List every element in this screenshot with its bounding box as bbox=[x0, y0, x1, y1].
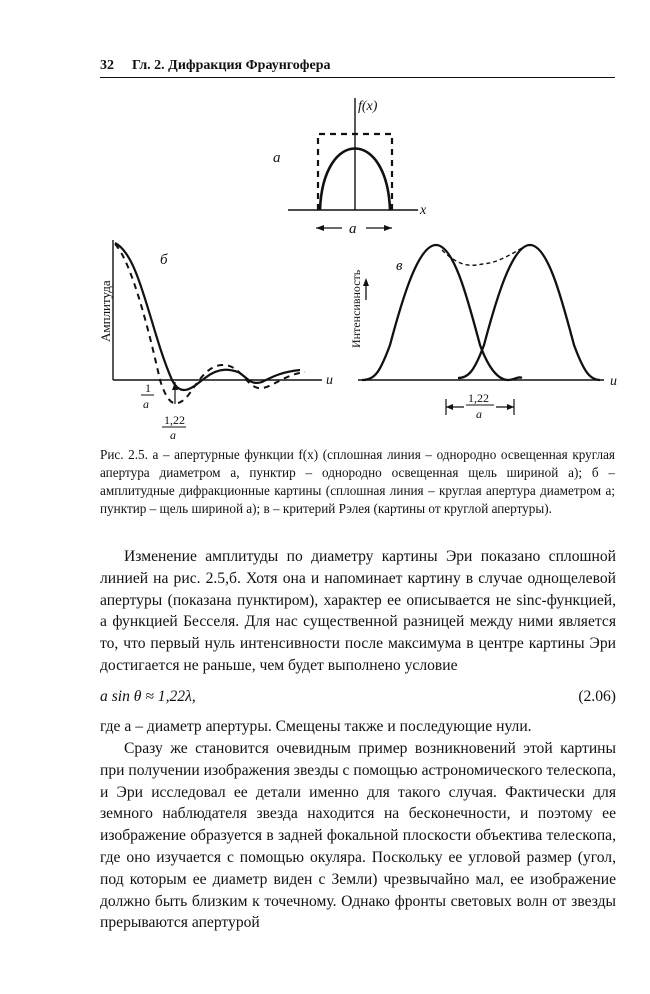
panel-a-x-label: x bbox=[420, 203, 427, 218]
panel-b bbox=[98, 240, 333, 440]
sep-numerator: 1,22 bbox=[468, 391, 489, 405]
panel-c-x-label: u bbox=[610, 374, 617, 389]
panel-c bbox=[349, 245, 617, 421]
mark-1-denominator: a bbox=[143, 397, 149, 411]
figure-2-5 bbox=[0, 0, 650, 440]
paragraph-1: Изменение амплитуды по диаметру картины Эри показано сплошной линией на рис. 2.5,б. Хотя она и напоминает картину в случае однощелевой апертуры (показана пунктиром), характер ее описывается не sinc-функцией, а функцией Бесселя. Для нас существенной разницей между ними является то, что первый нуль интенсивности после максимума в центре картины Эри достигается не раньше, чем будет выполнено условие bbox=[100, 548, 616, 674]
paragraph-3: Сразу же становится очевидным пример возникновений этой картины при получении изображения звезды с помощью астрономического телескопа, и Эри исследовал ее детали именно для такого случая. Фактически для земного наблюдателя звезда находится на бесконечности, и поэтому ее изображение образуется в задней фокальной плоскости объектива телескопа, где оно изучается с помощью окуляра. Поскольку ее угловой размер (угол, под которым ее диаметр виден с Земли) чрезвычайно мал, ее изображение должно быть близким к точечному. Однако фронты световых волн от звезды прерываются апертурой bbox=[100, 740, 616, 932]
panel-a-y-label: f(x) bbox=[358, 99, 378, 114]
page-number: 32 bbox=[100, 58, 114, 73]
mark-2-numerator: 1,22 bbox=[164, 413, 185, 427]
intensity-curve-left bbox=[362, 245, 522, 380]
panel-a-label: а bbox=[273, 150, 281, 166]
equation-formula: a sin θ ≈ 1,22λ, bbox=[100, 688, 196, 705]
chapter-title: Гл. 2. Дифракция Фраунгофера bbox=[132, 58, 331, 73]
panel-c-label: в bbox=[396, 258, 403, 274]
mark-2-denominator: a bbox=[170, 428, 176, 440]
panel-b-label: б bbox=[160, 252, 168, 268]
sep-arrowhead-right bbox=[507, 404, 514, 410]
panel-c-y-arrowhead bbox=[363, 278, 369, 286]
intensity-curve-right bbox=[458, 245, 600, 380]
equation-number: (2.06) bbox=[578, 688, 616, 705]
sep-denominator: a bbox=[476, 407, 482, 421]
panel-a-width-label: a bbox=[349, 221, 357, 237]
panel-a bbox=[273, 98, 427, 237]
airy-amplitude-solid bbox=[115, 243, 300, 390]
panel-b-y-label: Амплитуда bbox=[98, 280, 113, 342]
sep-arrowhead-left bbox=[446, 404, 453, 410]
width-arrowhead-left bbox=[316, 225, 324, 231]
panel-b-x-label: u bbox=[326, 373, 333, 388]
width-arrowhead-right bbox=[384, 225, 392, 231]
panel-c-y-label: Интенсивность bbox=[349, 269, 363, 348]
paragraph-2: где a – диаметр апертуры. Смещены также и последующие нули. bbox=[100, 718, 532, 735]
figure-caption: Рис. 2.5. а – апертурные функции f(x) (сплошная линия – однородно освещенная круглая апертура диаметром а, пунктир – однородно освещенная щель шириной а); б – амплитудные дифракционные картины (сплошная линия – круглая апертура диаметром а; пунктир – щель шириной а); в – критерий Рэлея (картины от круглой апертуры). bbox=[100, 447, 615, 516]
mark-1-numerator: 1 bbox=[145, 381, 151, 395]
